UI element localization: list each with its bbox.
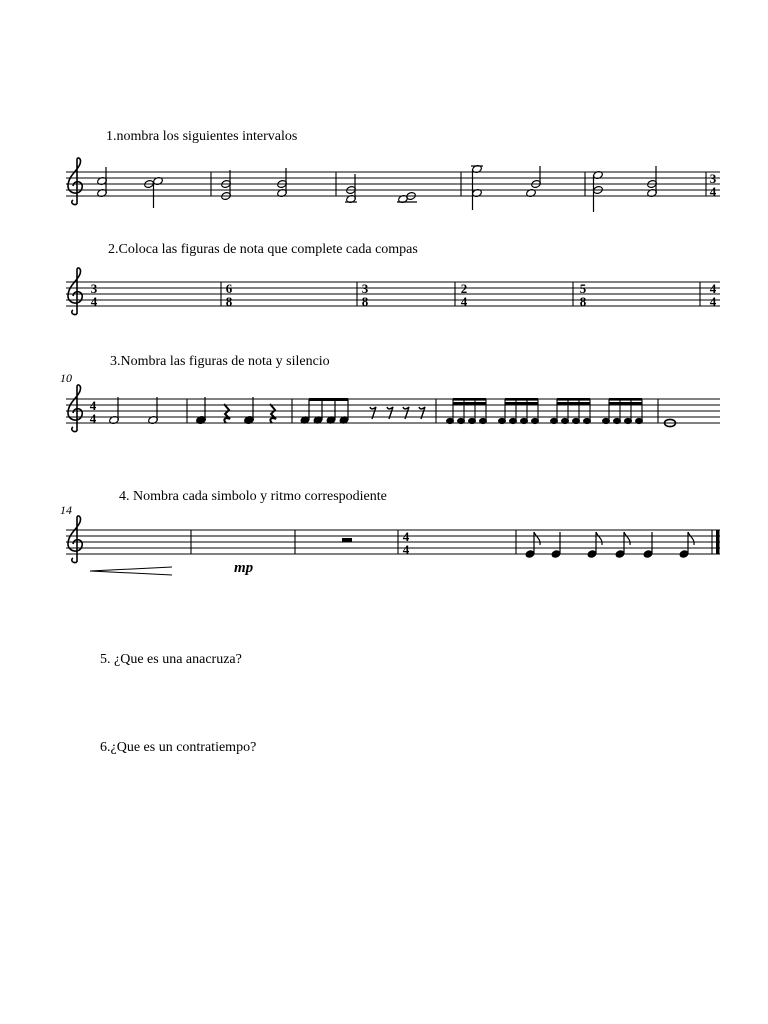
staff-intervals: [0, 150, 768, 220]
question-6: 6.¿Que es un contratiempo?: [100, 740, 257, 755]
time-signature-top: 3: [90, 281, 98, 296]
quarter-rest-icon: [270, 404, 276, 423]
time-signature-top: 3: [709, 171, 717, 186]
time-signature-bottom: 4: [709, 184, 717, 199]
question-2: 2.Coloca las figuras de nota que complete cada compas: [108, 242, 418, 257]
decrescendo-icon: [90, 567, 172, 575]
time-signature-bottom: 4: [89, 411, 97, 426]
half-note-dyad: [647, 166, 658, 198]
time-signature-bottom: 4: [709, 294, 717, 309]
time-signature-top: 4: [402, 529, 410, 544]
time-signature-bottom: 8: [225, 294, 233, 309]
time-signature-top: 3: [361, 281, 369, 296]
time-signature-top: 2: [460, 281, 468, 296]
treble-clef-icon: [68, 385, 82, 432]
dynamic-marking: mp: [234, 560, 254, 576]
time-signature-bottom: 4: [90, 294, 98, 309]
measure-number-10: 10: [60, 371, 72, 385]
half-note-dyad: [471, 164, 483, 210]
question-3: 3.Nombra las figuras de nota y silencio: [110, 354, 330, 369]
time-signature-bottom: 8: [361, 294, 369, 309]
treble-clef-icon: [68, 516, 82, 563]
staff-note-figures: [0, 377, 768, 447]
time-signature-top: 5: [579, 281, 587, 296]
half-note-dyad: [397, 191, 417, 203]
time-signature-top: 4: [709, 281, 717, 296]
staff-symbols-rhythms: [0, 510, 768, 590]
question-5: 5. ¿Que es una anacruza?: [100, 652, 242, 667]
time-signature-bottom: 8: [579, 294, 587, 309]
time-signature-bottom: 4: [460, 294, 468, 309]
time-signature-top: 6: [225, 281, 233, 296]
treble-clef-icon: [68, 158, 82, 205]
staff-time-signatures: [0, 260, 768, 330]
time-signature-top: 4: [89, 398, 97, 413]
final-barline: [716, 530, 720, 554]
quarter-rest-icon: [224, 404, 230, 423]
half-rest-icon: [342, 538, 352, 542]
half-note-dyad: [526, 166, 542, 198]
half-note-dyad: [593, 170, 604, 212]
question-4: 4. Nombra cada simbolo y ritmo correspodiente: [119, 489, 387, 504]
question-1: 1.nombra los siguientes intervalos: [106, 129, 298, 144]
half-note-dyad: [144, 176, 164, 208]
treble-clef-icon: [68, 268, 82, 315]
measure-number-14: 14: [60, 503, 72, 517]
time-signature-bottom: 4: [402, 542, 410, 557]
